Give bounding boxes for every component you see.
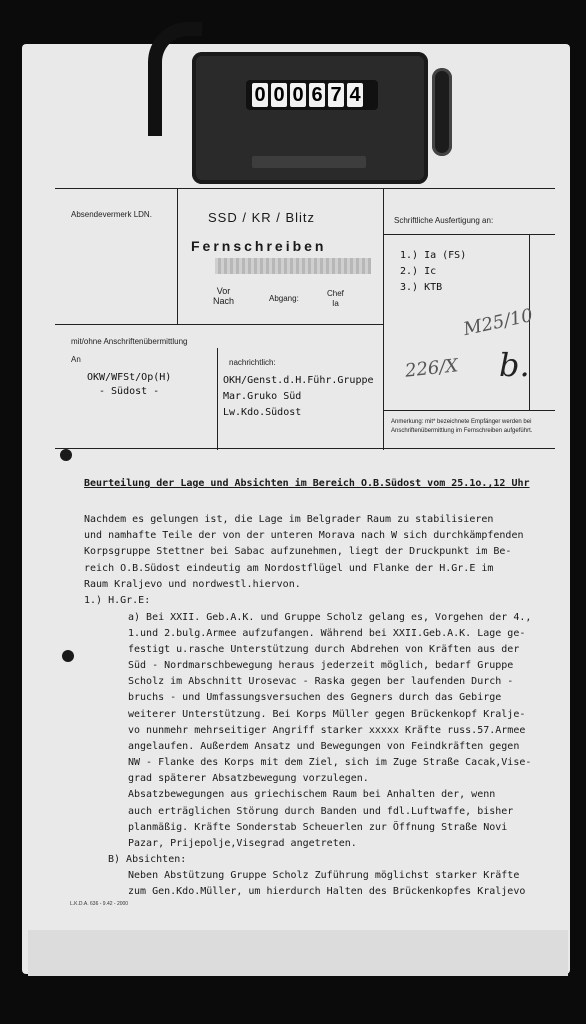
document-line: B) Absichten: xyxy=(108,854,187,865)
form-rule xyxy=(55,188,555,189)
document-line: Neben Abstützung Gruppe Scholz Zuführung möglichst starker Kräfte xyxy=(128,870,520,881)
distribution-item: 2.) Ic xyxy=(400,266,437,277)
counter-digit: 4 xyxy=(347,83,363,107)
counter-digit: 0 xyxy=(271,83,287,107)
document-line: Raum Kraljevo und nordwestl.hiervon. xyxy=(84,579,301,590)
distribution-item: 3.) KTB xyxy=(400,282,443,293)
vor-nach-label: Vor Nach xyxy=(213,286,235,306)
counter-plate xyxy=(252,156,366,168)
nachrichtlich-recipient: OKH/Genst.d.H.Führ.Gruppe xyxy=(223,375,374,386)
an-label: An xyxy=(71,355,81,364)
counter-digit: 0 xyxy=(290,83,306,107)
anmerkung-note: Anmerkung: mit* bezeichnete Empfänger werden bei Anschriftenübermittlung im Fernschreiben aufgeführt. xyxy=(391,419,533,434)
form-code: L.K.D.A. 636 - 9.42 - 2000 xyxy=(70,901,129,907)
document-line: Pazar, Prijepolje,Visegrad angetreten. xyxy=(128,838,357,849)
nachrichtlich-recipient: Lw.Kdo.Südost xyxy=(223,407,302,418)
document-line: und namhafte Teile der von der unteren Morava nach W sich durchkämpfenden xyxy=(84,530,524,541)
document-heading: Beurteilung der Lage und Absichten im Bereich O.B.Südost vom 25.1o.,12 Uhr xyxy=(84,478,530,489)
document-line: Nachdem es gelungen ist, die Lage im Belgrader Raum zu stabilisieren xyxy=(84,514,494,525)
form-rule xyxy=(55,448,555,449)
document-line: Absatzbewegungen aus griechischem Raum bei Anhalten der, wenn xyxy=(128,789,496,800)
document-line: weiterer Unterstützung. Bei Korps Müller gegen Brückenkopf Kralje- xyxy=(128,709,526,720)
fernschreiben-title: Fernschreiben xyxy=(191,238,327,254)
document-line: Scholz im Abschnitt Urosevac - Raska gegen ber laufenden Durch - xyxy=(128,676,514,687)
an-recipient: OKW/WFSt/Op(H) xyxy=(87,372,172,383)
anschrift-label: mit/ohne Anschriftenübermittlung xyxy=(71,337,188,346)
punch-hole xyxy=(60,449,72,461)
distribution-item: 1.) Ia (FS) xyxy=(400,250,467,261)
form-rule xyxy=(383,410,555,411)
nachrichtlich-label: nachrichtlich: xyxy=(229,358,276,367)
document-line: grad späterer Absatzbewegung vorzulegen. xyxy=(128,773,369,784)
form-rule xyxy=(55,324,383,325)
document-line: reich O.B.Südost eindeutig am Nordostflügel und Flanke der H.Gr.E im xyxy=(84,563,494,574)
document-line: NW - Flanke des Korps mit dem Ziel, sich im Zuge Straße Cacak,Vise- xyxy=(128,757,532,768)
document-line: planmäßig. Kräfte Sonderstab Scheuerlen zur Öffnung Straße Novi xyxy=(128,822,508,833)
chef-label: Chef Ia xyxy=(327,289,344,308)
document-line: a) Bei XXII. Geb.A.K. und Gruppe Scholz gelang es, Vorgehen der 4., xyxy=(128,612,532,623)
document-line: Korpsgruppe Stettner bei Sabac aufzunehmen, liegt der Druckpunkt im Be- xyxy=(84,546,512,557)
frame-counter-device xyxy=(192,52,428,184)
document-line: vo nunmehr mehrseitiger Angriff starker xxxxx Kräfte russ.57.Armee xyxy=(128,725,526,736)
counter-digit: 0 xyxy=(252,83,268,107)
handwritten-note: M25/10 xyxy=(461,304,535,341)
redacted-line xyxy=(215,258,371,274)
document-line: 1.) H.Gr.E: xyxy=(84,595,151,606)
counter-knob xyxy=(432,68,452,156)
handwritten-note: 226/X xyxy=(404,355,460,382)
counter-digit: 6 xyxy=(309,83,325,107)
fernschreiben-form xyxy=(55,188,555,450)
absendevermerk-label: Absendevermerk LDN. xyxy=(71,210,152,219)
routing-label: SSD / KR / Blitz xyxy=(208,210,316,225)
document-line: bruchs - und Umfassungsversuchen des Gegners durch das Gebirge xyxy=(128,692,502,703)
an-recipient: - Südost - xyxy=(99,386,160,397)
document-line: auch erträglichen Störung durch Banden und fdl.Luftwaffe, bisher xyxy=(128,806,514,817)
form-rule xyxy=(177,188,178,324)
document-line: angelaufen. Außerdem Ansatz und Bewegungen von Feindkräften gegen xyxy=(128,741,520,752)
abgang-label: Abgang: xyxy=(269,294,299,303)
counter-cable xyxy=(148,22,202,136)
punch-hole xyxy=(62,650,74,662)
document-line: festigt u.rasche Unterstützung durch Abdrehen von Kräften aus der xyxy=(128,644,520,655)
document-line: 1.und 2.bulg.Armee aufzufangen. Während bei XXII.Geb.A.K. Lage ge- xyxy=(128,628,526,639)
document-line: Süd - Nordmarschbewegung heraus jederzeit möglich, bedarf Gruppe xyxy=(128,660,514,671)
counter-digit: 7 xyxy=(328,83,344,107)
form-rule xyxy=(217,348,218,450)
counter-display xyxy=(246,80,378,110)
document-line: zum Gen.Kdo.Müller, um hierdurch Halten des Brückenkopfes Kraljevo xyxy=(128,886,526,897)
handwritten-signature: b. xyxy=(499,346,530,384)
page-bottom-strip xyxy=(28,930,568,976)
nachrichtlich-recipient: Mar.Gruko Süd xyxy=(223,391,302,402)
schriftliche-label: Schriftliche Ausfertigung an: xyxy=(394,216,494,225)
